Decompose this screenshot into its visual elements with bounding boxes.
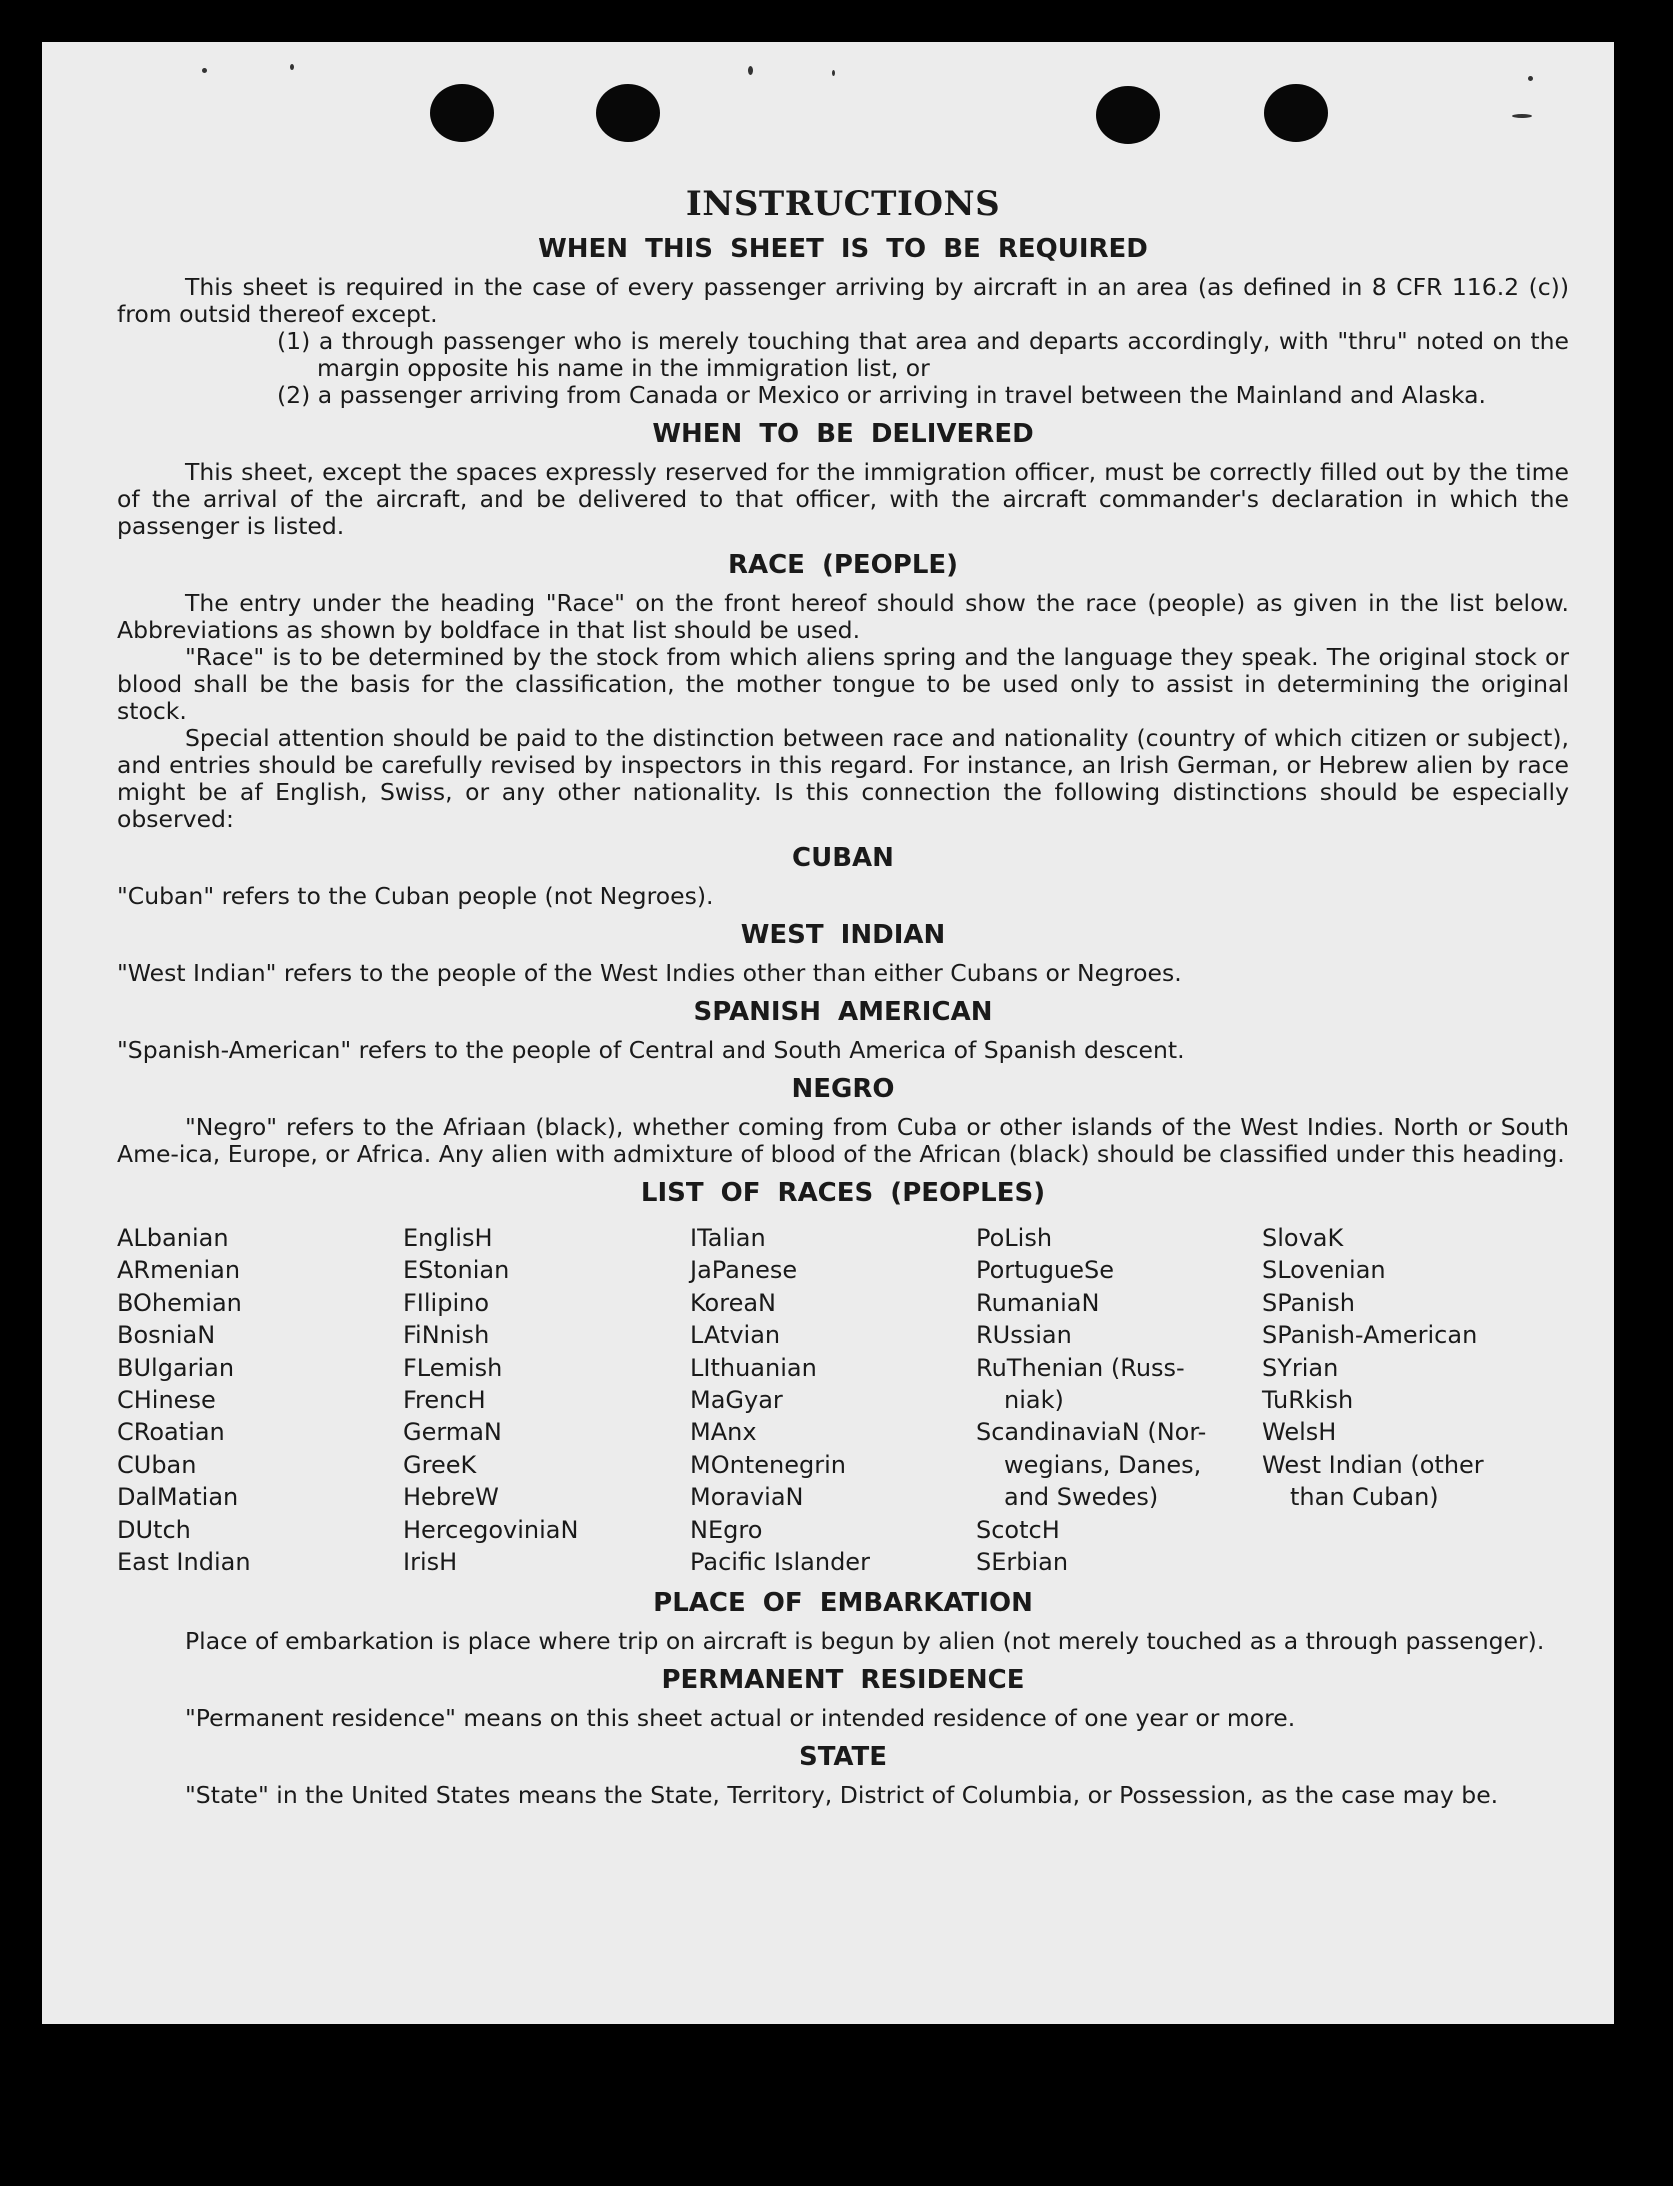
race-entry: NEgro bbox=[690, 1515, 763, 1544]
race-entry: SLovenian bbox=[1262, 1256, 1386, 1285]
race-entry: and Swedes) bbox=[1004, 1483, 1159, 1512]
race-entry: ARmenian bbox=[117, 1256, 241, 1285]
race-entry: JaPanese bbox=[690, 1256, 798, 1285]
punch-hole-2 bbox=[596, 84, 660, 142]
race-entry: niak) bbox=[1004, 1386, 1064, 1415]
paragraph: "Cuban" refers to the Cuban people (not Negroes). bbox=[117, 882, 714, 910]
race-entry: SErbian bbox=[976, 1548, 1069, 1577]
race-entry: HebreW bbox=[403, 1483, 499, 1512]
race-entry: ITalian bbox=[690, 1224, 766, 1252]
race-entry: WelsH bbox=[1262, 1418, 1337, 1447]
race-entry: BosniaN bbox=[117, 1321, 216, 1350]
paragraph: This sheet is required in the case of every passenger arriving by aircraft in an area (as defined in 8 CFR 116.2 (c)) from outsid thereof except. bbox=[117, 273, 1569, 328]
instructions-content bbox=[117, 144, 1569, 1809]
race-entry: FrencH bbox=[403, 1386, 486, 1415]
section-heading-negro: NEGRO bbox=[791, 1074, 895, 1104]
race-entry: RuThenian (Russ- bbox=[976, 1353, 1185, 1382]
list-item: (1) a through passenger who is merely touching that area and departs accordingly, with "thru" noted on the margin opposite his name in the immigration list, or bbox=[277, 327, 1569, 382]
race-entry: FIlipino bbox=[403, 1288, 490, 1317]
paragraph: Place of embarkation is place where trip on aircraft is begun by alien (not merely touched as a through passenger). bbox=[185, 1627, 1545, 1656]
race-entry: LIthuanian bbox=[690, 1353, 817, 1382]
paragraph: The entry under the heading "Race" on the front hereof should show the race (people) as given in the list below. Abbreviations as shown by boldface in that list should be used. bbox=[117, 589, 1569, 644]
punch-hole-4 bbox=[1264, 84, 1328, 142]
race-entry: RumaniaN bbox=[976, 1288, 1100, 1317]
paragraph: "Race" is to be determined by the stock from which aliens spring and the language they speak. The original stock or blood shall be the basis for the classification, the mother tongue to be used only to assist in determining the original stock. bbox=[117, 643, 1569, 725]
race-entry: RUssian bbox=[976, 1321, 1072, 1350]
paragraph: Special attention should be paid to the distinction between race and nationality (country of which citizen or subject), and entries should be carefully revised by inspectors in this regard. For instance, an Irish German, or Hebrew alien by race might be af English, Swiss, or any other nationality. Is this connection the following distinctions should be especially observed: bbox=[117, 724, 1569, 833]
race-entry: GermaN bbox=[403, 1418, 502, 1447]
list-item: (2) a passenger arriving from Canada or Mexico or arriving in travel between the Mainland and Alaska. bbox=[277, 381, 1486, 409]
section-heading-residence: PERMANENT RESIDENCE bbox=[661, 1665, 1025, 1696]
race-entry: SYrian bbox=[1262, 1353, 1339, 1382]
paragraph: "West Indian" refers to the people of the West Indies other than either Cubans or Negroes. bbox=[117, 959, 1182, 987]
speck bbox=[832, 70, 835, 76]
race-entry: BUlgarian bbox=[117, 1353, 235, 1382]
race-entry: SPanish bbox=[1262, 1288, 1355, 1317]
race-entry bbox=[1262, 1546, 1562, 1578]
speck bbox=[748, 66, 753, 75]
race-entry: MAnx bbox=[690, 1418, 757, 1447]
race-entry: CHinese bbox=[117, 1386, 216, 1415]
race-entry: Pacific Islander bbox=[690, 1548, 870, 1577]
section-heading-embarkation: PLACE OF EMBARKATION bbox=[653, 1588, 1033, 1619]
section-heading-spanish-american: SPANISH AMERICAN bbox=[693, 997, 993, 1027]
paragraph: "Permanent residence" means on this sheet actual or intended residence of one year or more. bbox=[185, 1704, 1296, 1733]
races-list bbox=[117, 1222, 1569, 1578]
race-entry: MOntenegrin bbox=[690, 1450, 846, 1479]
section-heading-race: RACE (PEOPLE) bbox=[727, 550, 959, 580]
speck bbox=[1528, 76, 1533, 81]
race-entry: ScotcH bbox=[976, 1515, 1060, 1544]
speck bbox=[290, 64, 294, 70]
race-entry: ScandinaviaN (Nor- bbox=[976, 1418, 1207, 1447]
speck bbox=[1512, 114, 1532, 118]
paragraph: "Negro" refers to the Afriaan (black), whether coming from Cuba or other islands of the West Indies. North or South Ame-ica, Europe, or Africa. Any alien with admixture of blood of the African (black) should be classified under this heading. bbox=[117, 1113, 1569, 1168]
race-entry: West Indian (other bbox=[1262, 1450, 1484, 1479]
race-entry: HercegoviniaN bbox=[403, 1515, 579, 1544]
race-entry: ALbanian bbox=[117, 1224, 229, 1252]
paragraph: "Spanish-American" refers to the people of Central and South America of Spanish descent. bbox=[117, 1036, 1185, 1064]
section-heading-list-of-races: LIST OF RACES (PEOPLES) bbox=[640, 1178, 1046, 1208]
race-entry: LAtvian bbox=[690, 1321, 781, 1350]
speck bbox=[202, 68, 207, 73]
section-heading-delivered: WHEN TO BE DELIVERED bbox=[652, 419, 1034, 449]
race-entry: MoraviaN bbox=[690, 1483, 804, 1512]
race-entry: PortugueSe bbox=[976, 1256, 1114, 1285]
page-title: INSTRUCTIONS bbox=[685, 184, 1001, 224]
punch-hole-3 bbox=[1096, 86, 1160, 144]
document-page bbox=[42, 42, 1614, 2024]
race-entry: DalMatian bbox=[117, 1483, 239, 1512]
race-entry: IrisH bbox=[403, 1548, 458, 1577]
race-entry: CRoatian bbox=[117, 1418, 225, 1447]
race-entry: GreeK bbox=[403, 1450, 477, 1479]
race-entry: BOhemian bbox=[117, 1288, 242, 1317]
paragraph: This sheet, except the spaces expressly reserved for the immigration officer, must be correctly filled out by the time of the arrival of the aircraft, and be delivered to that officer, with the aircraft commander's declaration in which the passenger is listed. bbox=[117, 458, 1569, 540]
race-entry: EStonian bbox=[403, 1256, 510, 1285]
race-entry: CUban bbox=[117, 1450, 197, 1479]
race-entry: EnglisH bbox=[403, 1224, 493, 1252]
race-entry: wegians, Danes, bbox=[1004, 1450, 1202, 1479]
section-heading-required: WHEN THIS SHEET IS TO BE REQUIRED bbox=[538, 234, 1148, 264]
race-entry: MaGyar bbox=[690, 1386, 783, 1415]
race-entry: FiNnish bbox=[403, 1321, 490, 1350]
race-entry: SPanish-American bbox=[1262, 1321, 1478, 1350]
race-entry: FLemish bbox=[403, 1353, 503, 1382]
punch-hole-1 bbox=[430, 84, 494, 142]
race-entry: DUtch bbox=[117, 1515, 191, 1544]
section-heading-west-indian: WEST INDIAN bbox=[740, 920, 946, 950]
race-entry: TuRkish bbox=[1262, 1386, 1354, 1415]
race-entry: than Cuban) bbox=[1290, 1483, 1439, 1512]
paragraph: "State" in the United States means the State, Territory, District of Columbia, or Possession, as the case may be. bbox=[185, 1781, 1499, 1810]
race-entry: East Indian bbox=[117, 1548, 251, 1577]
race-entry bbox=[1262, 1514, 1562, 1546]
race-entry: PoLish bbox=[976, 1224, 1053, 1252]
race-entry: KoreaN bbox=[690, 1288, 776, 1317]
section-heading-cuban: CUBAN bbox=[792, 843, 894, 873]
race-entry: SlovaK bbox=[1262, 1224, 1344, 1252]
section-heading-state: STATE bbox=[798, 1742, 888, 1773]
